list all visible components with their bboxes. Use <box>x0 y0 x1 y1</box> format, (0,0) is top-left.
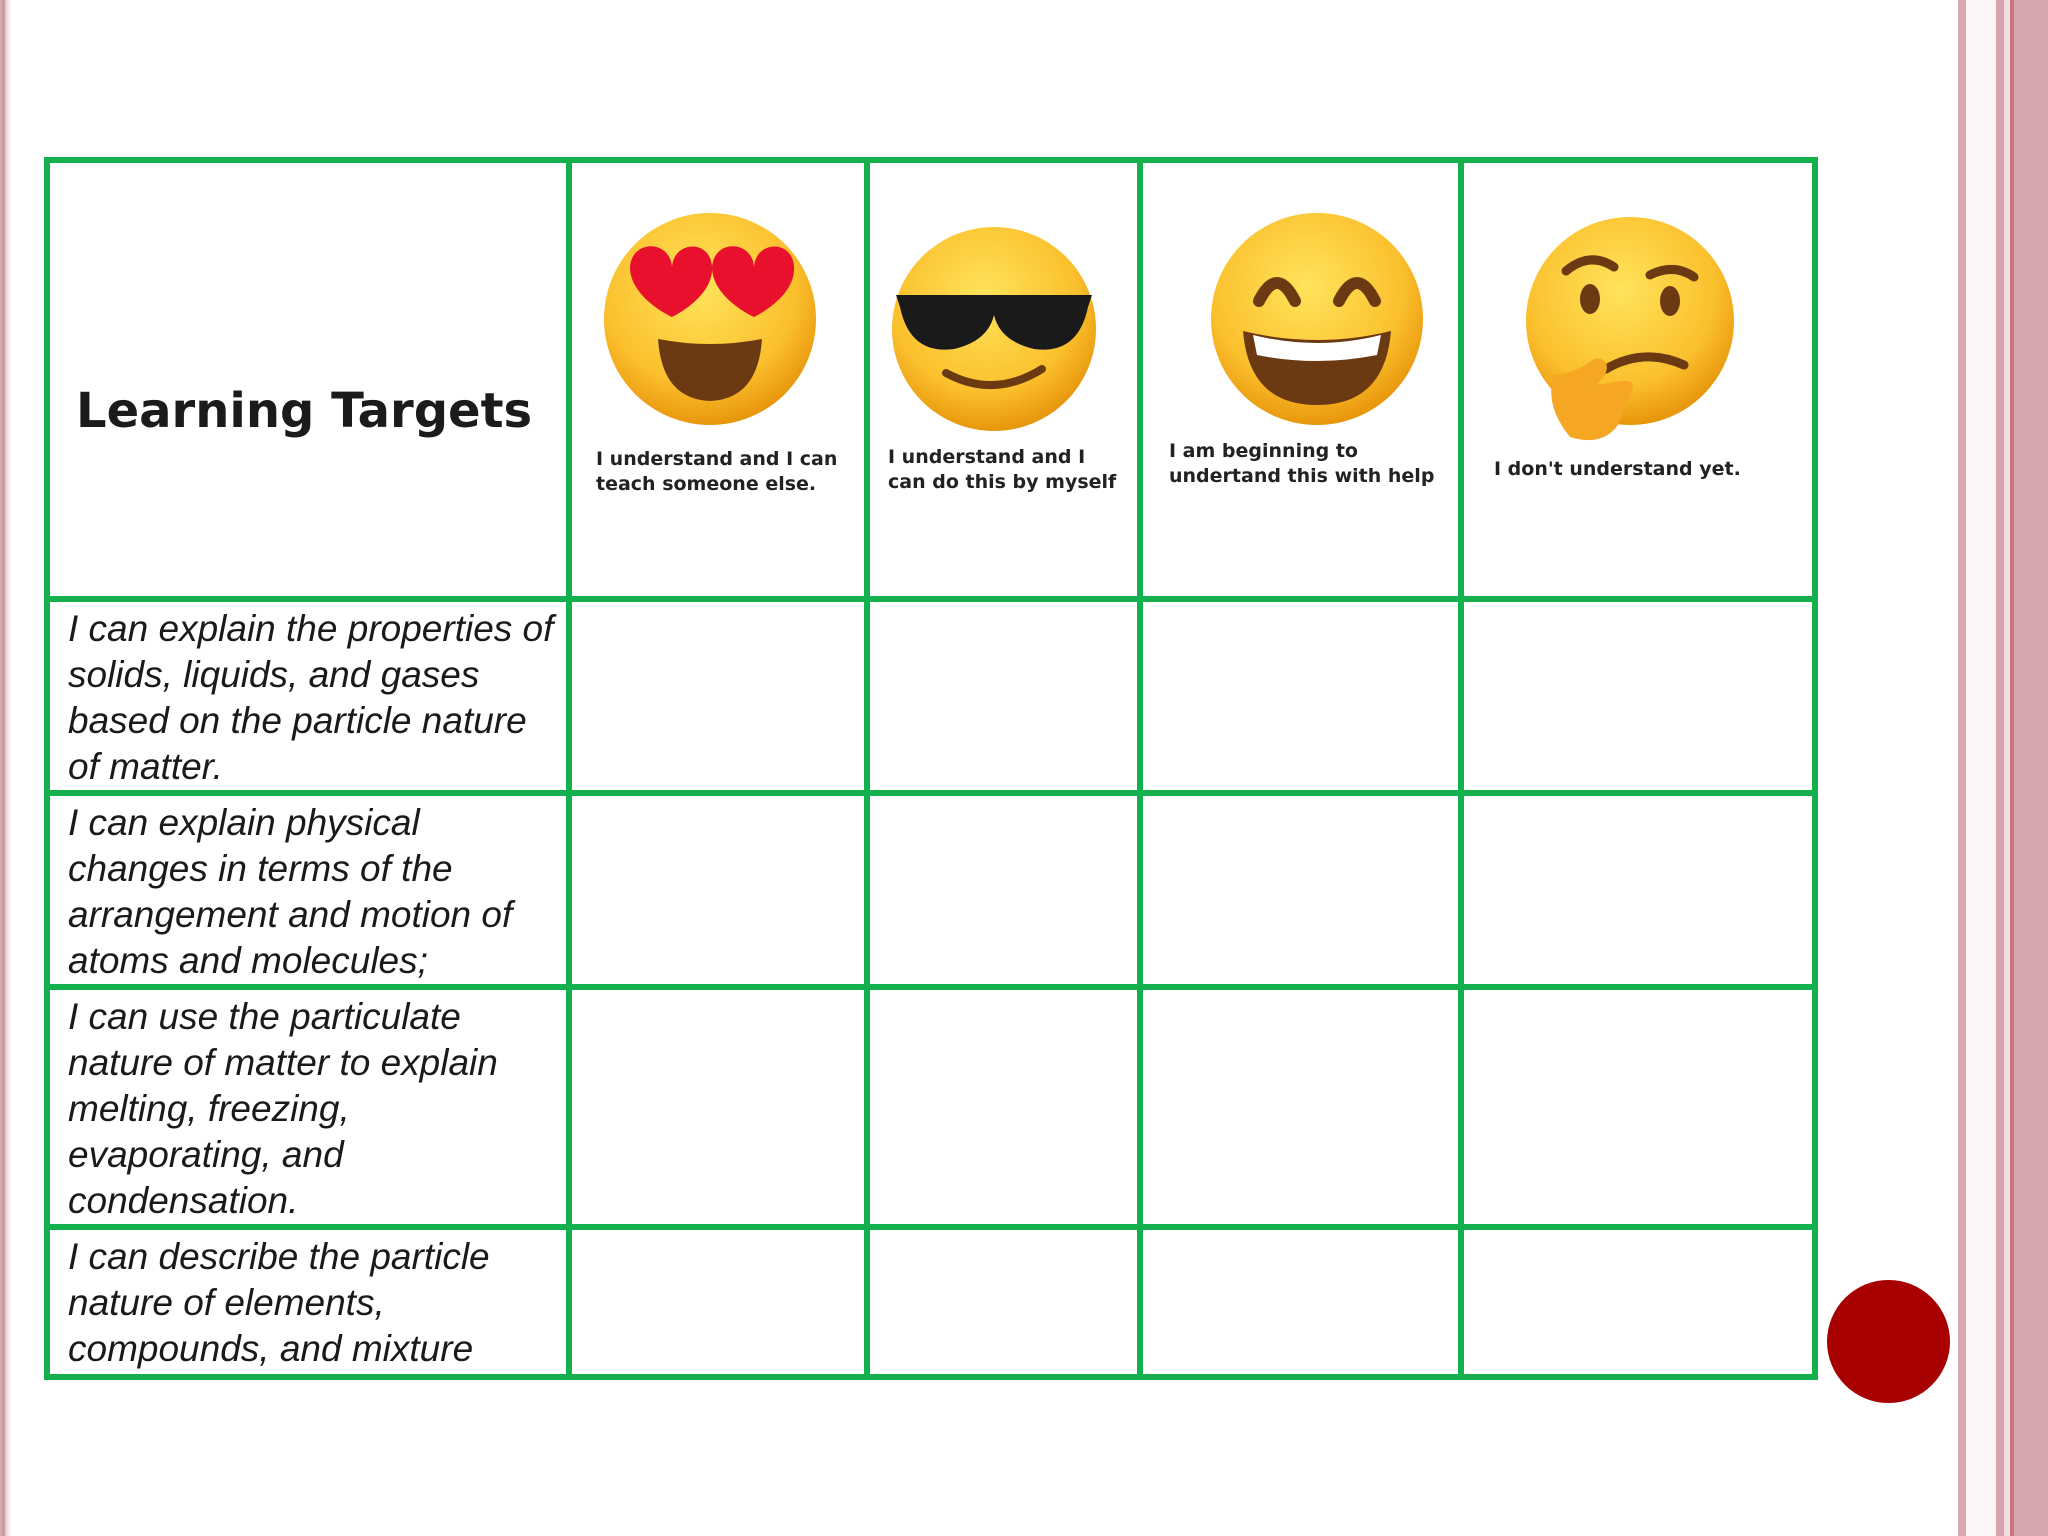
table-row <box>47 599 1815 793</box>
learning-targets-table <box>44 157 1818 1380</box>
table-header-row <box>47 160 1815 599</box>
learning-target-text: I can describe the particle nature of elements, compounds, and mixture <box>68 1236 490 1369</box>
target-cell <box>47 599 569 793</box>
thinking-face-icon <box>1514 215 1738 447</box>
target-cell <box>47 987 569 1227</box>
learning-target-text: I can explain physical changes in terms of the arrangement and motion of atoms and molecules; <box>68 802 513 981</box>
sunglasses-face-icon <box>888 223 1100 435</box>
rating-cell[interactable] <box>867 599 1140 793</box>
rating-cell[interactable] <box>1140 599 1461 793</box>
rating-cell[interactable] <box>1461 599 1815 793</box>
learning-targets-heading: Learning Targets <box>76 383 533 439</box>
table-row <box>47 1227 1815 1377</box>
rating-cell[interactable] <box>1140 1227 1461 1377</box>
heart-eyes-face-icon <box>600 209 820 429</box>
learning-target-text: I can explain the properties of solids, liquids, and gases based on the particle nature of matter. <box>68 608 554 787</box>
level-caption: I understand and I can do this by myself <box>888 446 1117 493</box>
rating-cell[interactable] <box>1140 793 1461 987</box>
rating-cell[interactable] <box>569 793 867 987</box>
decorative-red-circle <box>1827 1280 1950 1403</box>
target-cell <box>47 793 569 987</box>
table-row <box>47 987 1815 1227</box>
rating-cell[interactable] <box>867 987 1140 1227</box>
level-header-cell <box>1140 160 1461 599</box>
table-row <box>47 793 1815 987</box>
slide-left-border <box>0 0 12 1536</box>
rating-cell[interactable] <box>569 1227 867 1377</box>
level-caption: I am beginning to undertand this with help <box>1169 440 1435 487</box>
grinning-face-icon <box>1207 209 1427 429</box>
rating-cell[interactable] <box>1461 1227 1815 1377</box>
rating-cell[interactable] <box>569 987 867 1227</box>
rating-cell[interactable] <box>1461 793 1815 987</box>
rating-cell[interactable] <box>867 793 1140 987</box>
rating-cell[interactable] <box>1140 987 1461 1227</box>
header-title-cell <box>47 160 569 599</box>
level-header-cell <box>1461 160 1815 599</box>
rating-cell[interactable] <box>1461 987 1815 1227</box>
learning-target-text: I can use the particulate nature of matter to explain melting, freezing, evaporating, and condensation. <box>68 996 498 1221</box>
level-header-cell <box>867 160 1140 599</box>
rating-cell[interactable] <box>867 1227 1140 1377</box>
level-header-cell <box>569 160 867 599</box>
level-caption: I understand and I can teach someone else. <box>596 448 838 495</box>
target-cell <box>47 1227 569 1377</box>
rating-cell[interactable] <box>569 599 867 793</box>
level-caption: I don't understand yet. <box>1494 458 1741 480</box>
slide-right-border <box>1958 0 2048 1536</box>
